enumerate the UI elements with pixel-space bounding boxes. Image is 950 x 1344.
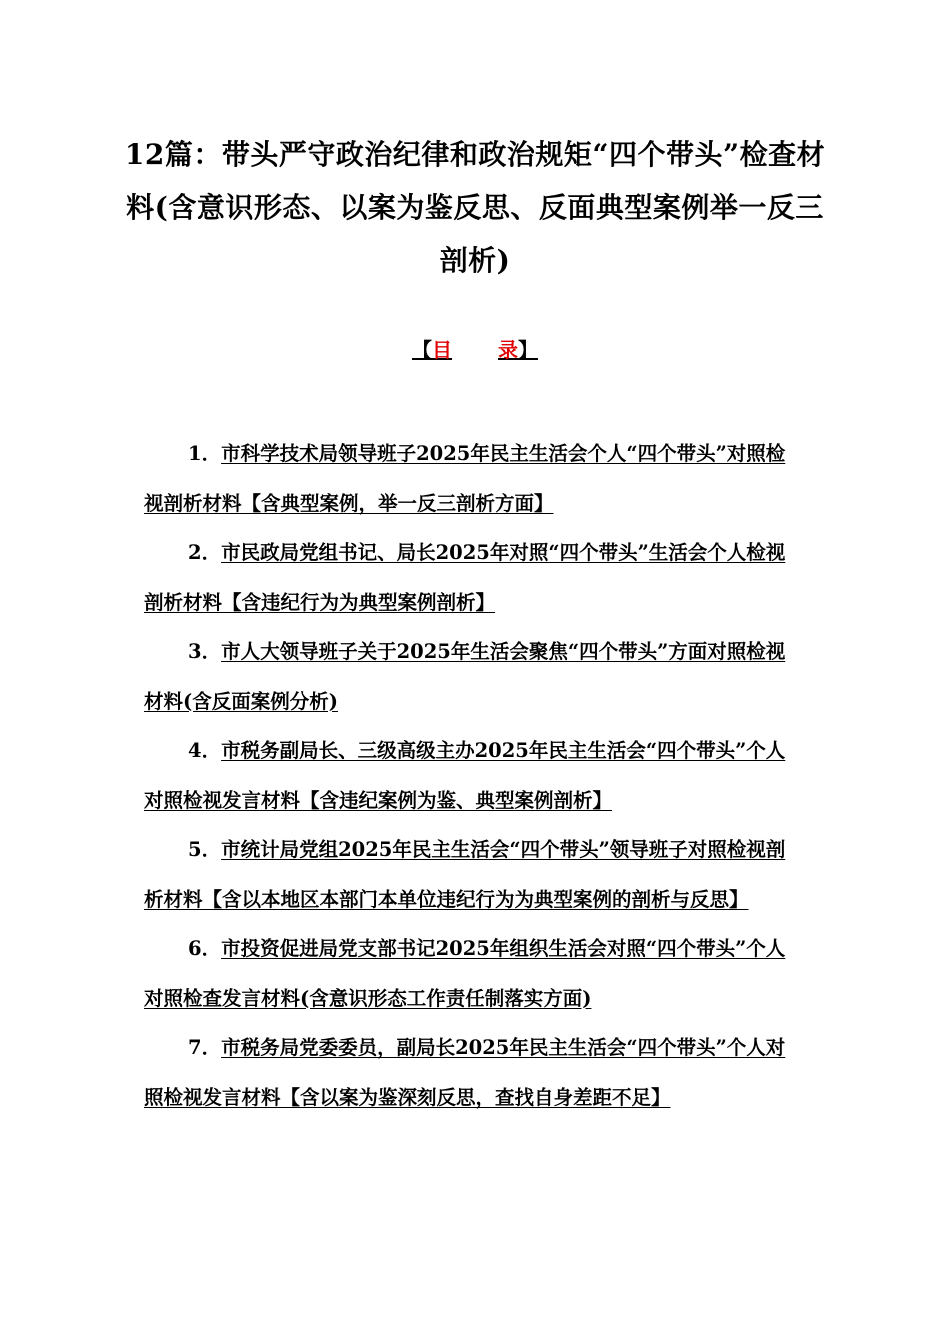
toc-item-number: 7． (188, 1036, 222, 1059)
toc-item-3[interactable] (144, 627, 794, 726)
toc-item-1[interactable] (144, 429, 794, 528)
toc-item-link[interactable]: 市科学技术局领导班子2025年民主生活会个人“四个带头”对照检视剖析材料【含典型案例，举一反三剖析方面】 (144, 442, 786, 515)
toc-item-number: 4． (188, 739, 222, 762)
toc-item-5[interactable] (144, 825, 794, 924)
toc-item-7[interactable] (144, 1023, 794, 1122)
toc-item-link[interactable]: 市人大领导班子关于2025年生活会聚焦“四个带头”方面对照检视材料(含反面案例分析) (144, 640, 786, 713)
toc-item-6[interactable] (144, 924, 794, 1023)
toc-heading-char-1: 目 (432, 338, 452, 362)
toc-item-number: 3． (188, 640, 222, 663)
toc-heading-char-2: 录 (498, 338, 518, 362)
toc-item-number: 2． (188, 541, 222, 564)
toc-item-link[interactable]: 市统计局党组2025年民主生活会“四个带头”领导班子对照检视剖析材料【含以本地区本部门本单位违纪行为为典型案例的剖析与反思】 (144, 838, 786, 911)
document-title: 12篇：带头严守政治纪律和政治规矩“四个带头”检查材料(含意识形态、以案为鉴反思、反面典型案例举一反三剖析) (124, 138, 826, 277)
toc-item-4[interactable] (144, 726, 794, 825)
toc-item-link[interactable]: 市税务副局长、三级高级主办2025年民主生活会“四个带头”个人对照检视发言材料【含违纪案例为鉴、典型案例剖析】 (144, 739, 786, 812)
toc-list (144, 429, 794, 1122)
toc-item-number: 6． (188, 937, 222, 960)
toc-item-link[interactable]: 市投资促进局党支部书记2025年组织生活会对照“四个带头”个人对照检查发言材料(含意识形态工作责任制落实方面) (144, 937, 786, 1010)
toc-item-link[interactable]: 市税务局党委委员，副局长2025年民主生活会“四个带头”个人对照检视发言材料【含以案为鉴深刻反思，查找自身差距不足】 (144, 1036, 786, 1109)
toc-item-2[interactable] (144, 528, 794, 627)
toc-item-link[interactable]: 市民政局党组书记、局长2025年对照“四个带头”生活会个人检视剖析材料【含违纪行为为典型案例剖析】 (144, 541, 786, 614)
toc-heading-wrap (412, 338, 538, 362)
toc-item-number: 5． (188, 838, 222, 861)
toc-heading (0, 334, 950, 366)
toc-item-number: 1． (188, 442, 222, 465)
toc-heading-open-bracket: 【 (412, 338, 432, 362)
toc-heading-close-bracket: 】 (518, 338, 538, 362)
